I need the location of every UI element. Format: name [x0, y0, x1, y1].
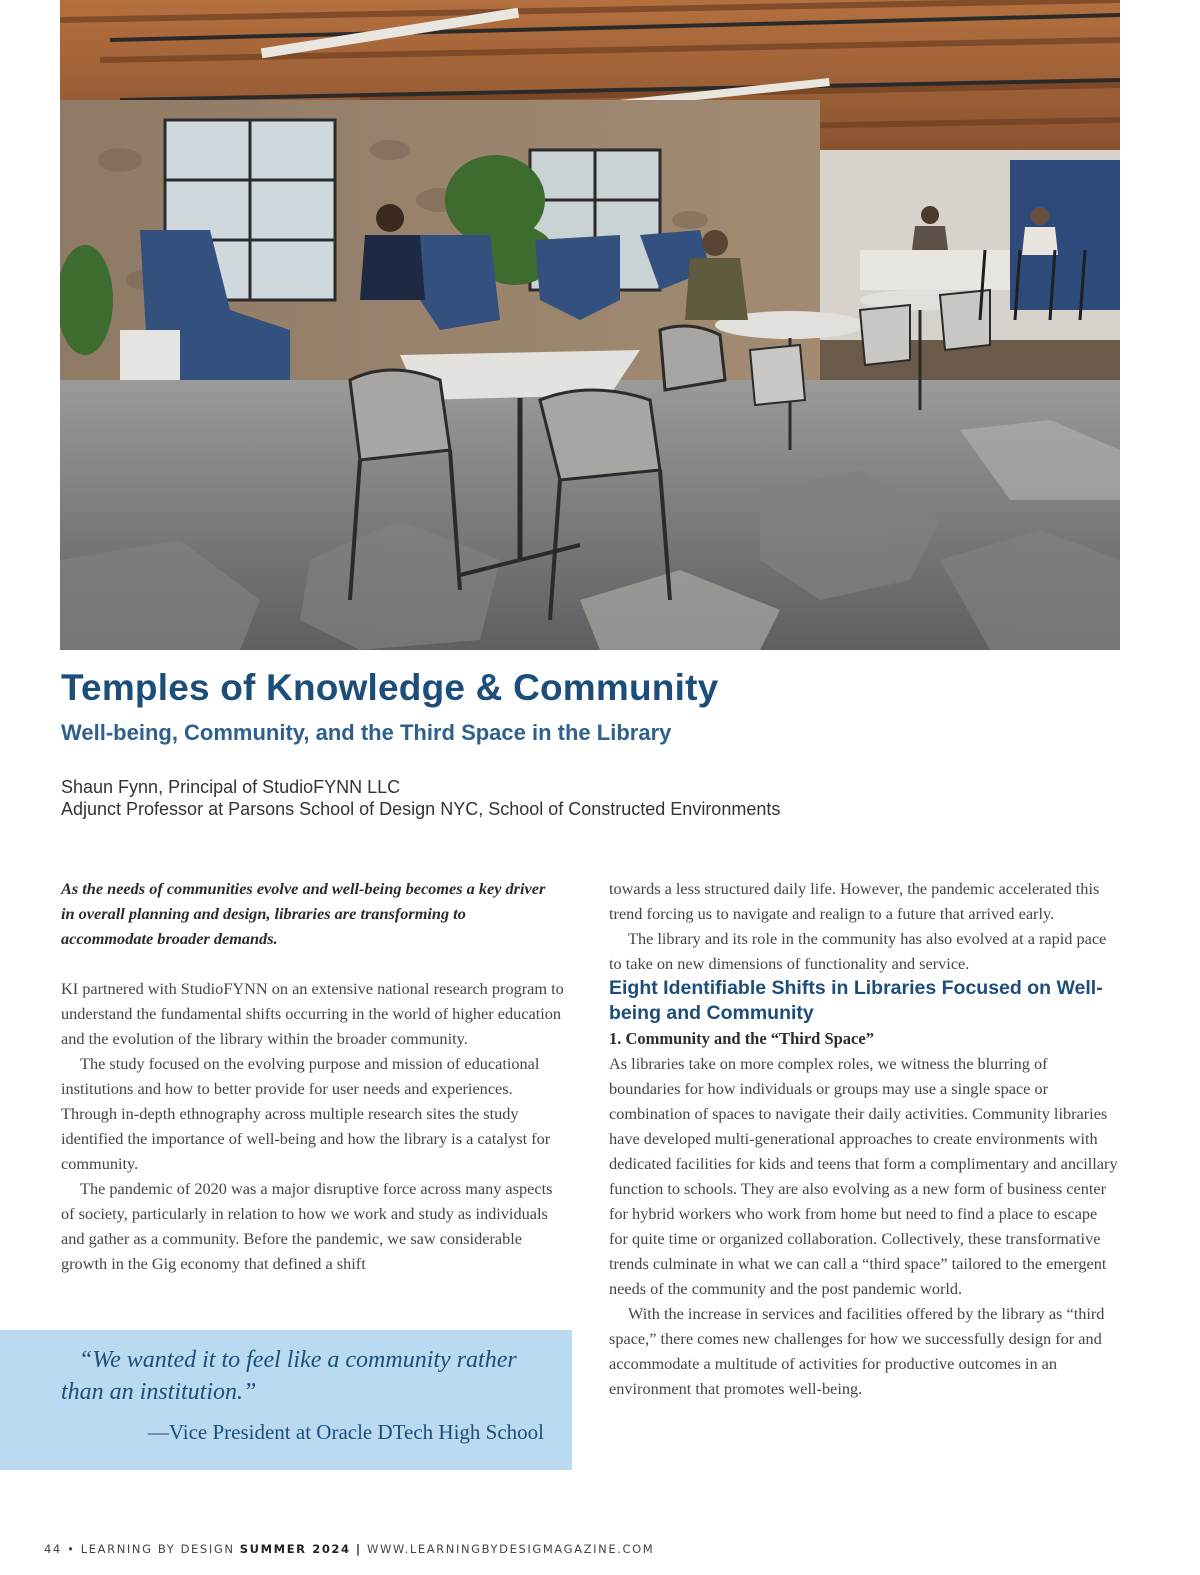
author-line-1: Shaun Fynn, Principal of StudioFYNN LLC: [61, 777, 401, 797]
library-cafe-photo: [60, 0, 1120, 650]
page-number: 44: [44, 1542, 62, 1556]
body-paragraph-6: As libraries take on more complex roles, we witness the blurring of boundaries for how individuals or groups may use a single space or combination of spaces to navigate their daily activities. Community libraries have developed multi-generational approaches to create environments with dedicated facilities for kids and teens that form a complimentary and ancillary function to schools. They are also evolving as a new form of business center for hybrid workers who work from home but need to find a place to escape for quite time or organized collaboration. Collectively, these transformative trends culminate in what we can call a “third space” tailored to the emergent needs of the community and the post pandemic world.: [609, 1054, 1118, 1298]
body-paragraph-3: The pandemic of 2020 was a major disruptive force across many aspects of society, particularly in relation to how we work and study as individuals and gather as a community. Before the pandemic, we saw considerable growth in the Gig economy that defined a shift: [61, 1179, 553, 1273]
body-paragraph-5: The library and its role in the community has also evolved at a rapid pace to take on new dimensions of functionality and service.: [609, 929, 1107, 973]
section-heading: Eight Identifiable Shifts in Libraries Focused on Well-being and Community: [609, 977, 1103, 1024]
body-paragraph-2: The study focused on the evolving purpose and mission of educational institutions and how to better provide for user needs and experiences. Through in-depth ethnography across multiple research sites the study identified the importance of well-being and how the library is a catalyst for community.: [61, 1054, 551, 1173]
body-paragraph-1: KI partnered with StudioFYNN on an extensive national research program to understand the fundamental shifts occurring in the world of higher education and the evolution of the library within the broader community.: [61, 979, 564, 1048]
footer-bullet: •: [67, 1542, 76, 1556]
lede-paragraph: As the needs of communities evolve and well-being becomes a key driver in overall planning and design, libraries are transforming to accommodate broader demands.: [61, 879, 546, 948]
website-link[interactable]: WWW.LEARNINGBYDESIGMAGAZINE.COM: [366, 1542, 655, 1556]
article-title: Temples of Knowledge & Community: [61, 667, 719, 708]
magazine-name: LEARNING BY DESIGN: [80, 1542, 235, 1556]
issue-label: SUMMER 2024: [239, 1542, 351, 1556]
right-column: [609, 876, 1119, 1401]
pull-quote: [0, 1330, 572, 1470]
body-paragraph-4: towards a less structured daily life. However, the pandemic accelerated this trend forcing us to navigate and realign to a future that arrived early.: [609, 879, 1100, 923]
pull-quote-text: “We wanted it to feel like a community rather than an institution.”: [61, 1347, 517, 1405]
section-subheading: 1. Community and the “Third Space”: [609, 1029, 874, 1048]
author-line-2: Adjunct Professor at Parsons School of Design NYC, School of Constructed Environments: [61, 799, 781, 819]
pull-quote-attribution: —Vice President at Oracle DTech High School: [147, 1420, 544, 1444]
page-footer: [44, 1542, 654, 1556]
left-column: [61, 876, 567, 1276]
body-paragraph-7: With the increase in services and facilities offered by the library as “third space,” there comes new challenges for how we successfully design for and accommodate a multitude of activities for productive outcomes in an environment that promotes well-being.: [609, 1304, 1105, 1398]
footer-separator: |: [355, 1542, 362, 1556]
author-byline: [61, 776, 780, 820]
article-subtitle: Well-being, Community, and the Third Space in the Library: [61, 720, 672, 745]
